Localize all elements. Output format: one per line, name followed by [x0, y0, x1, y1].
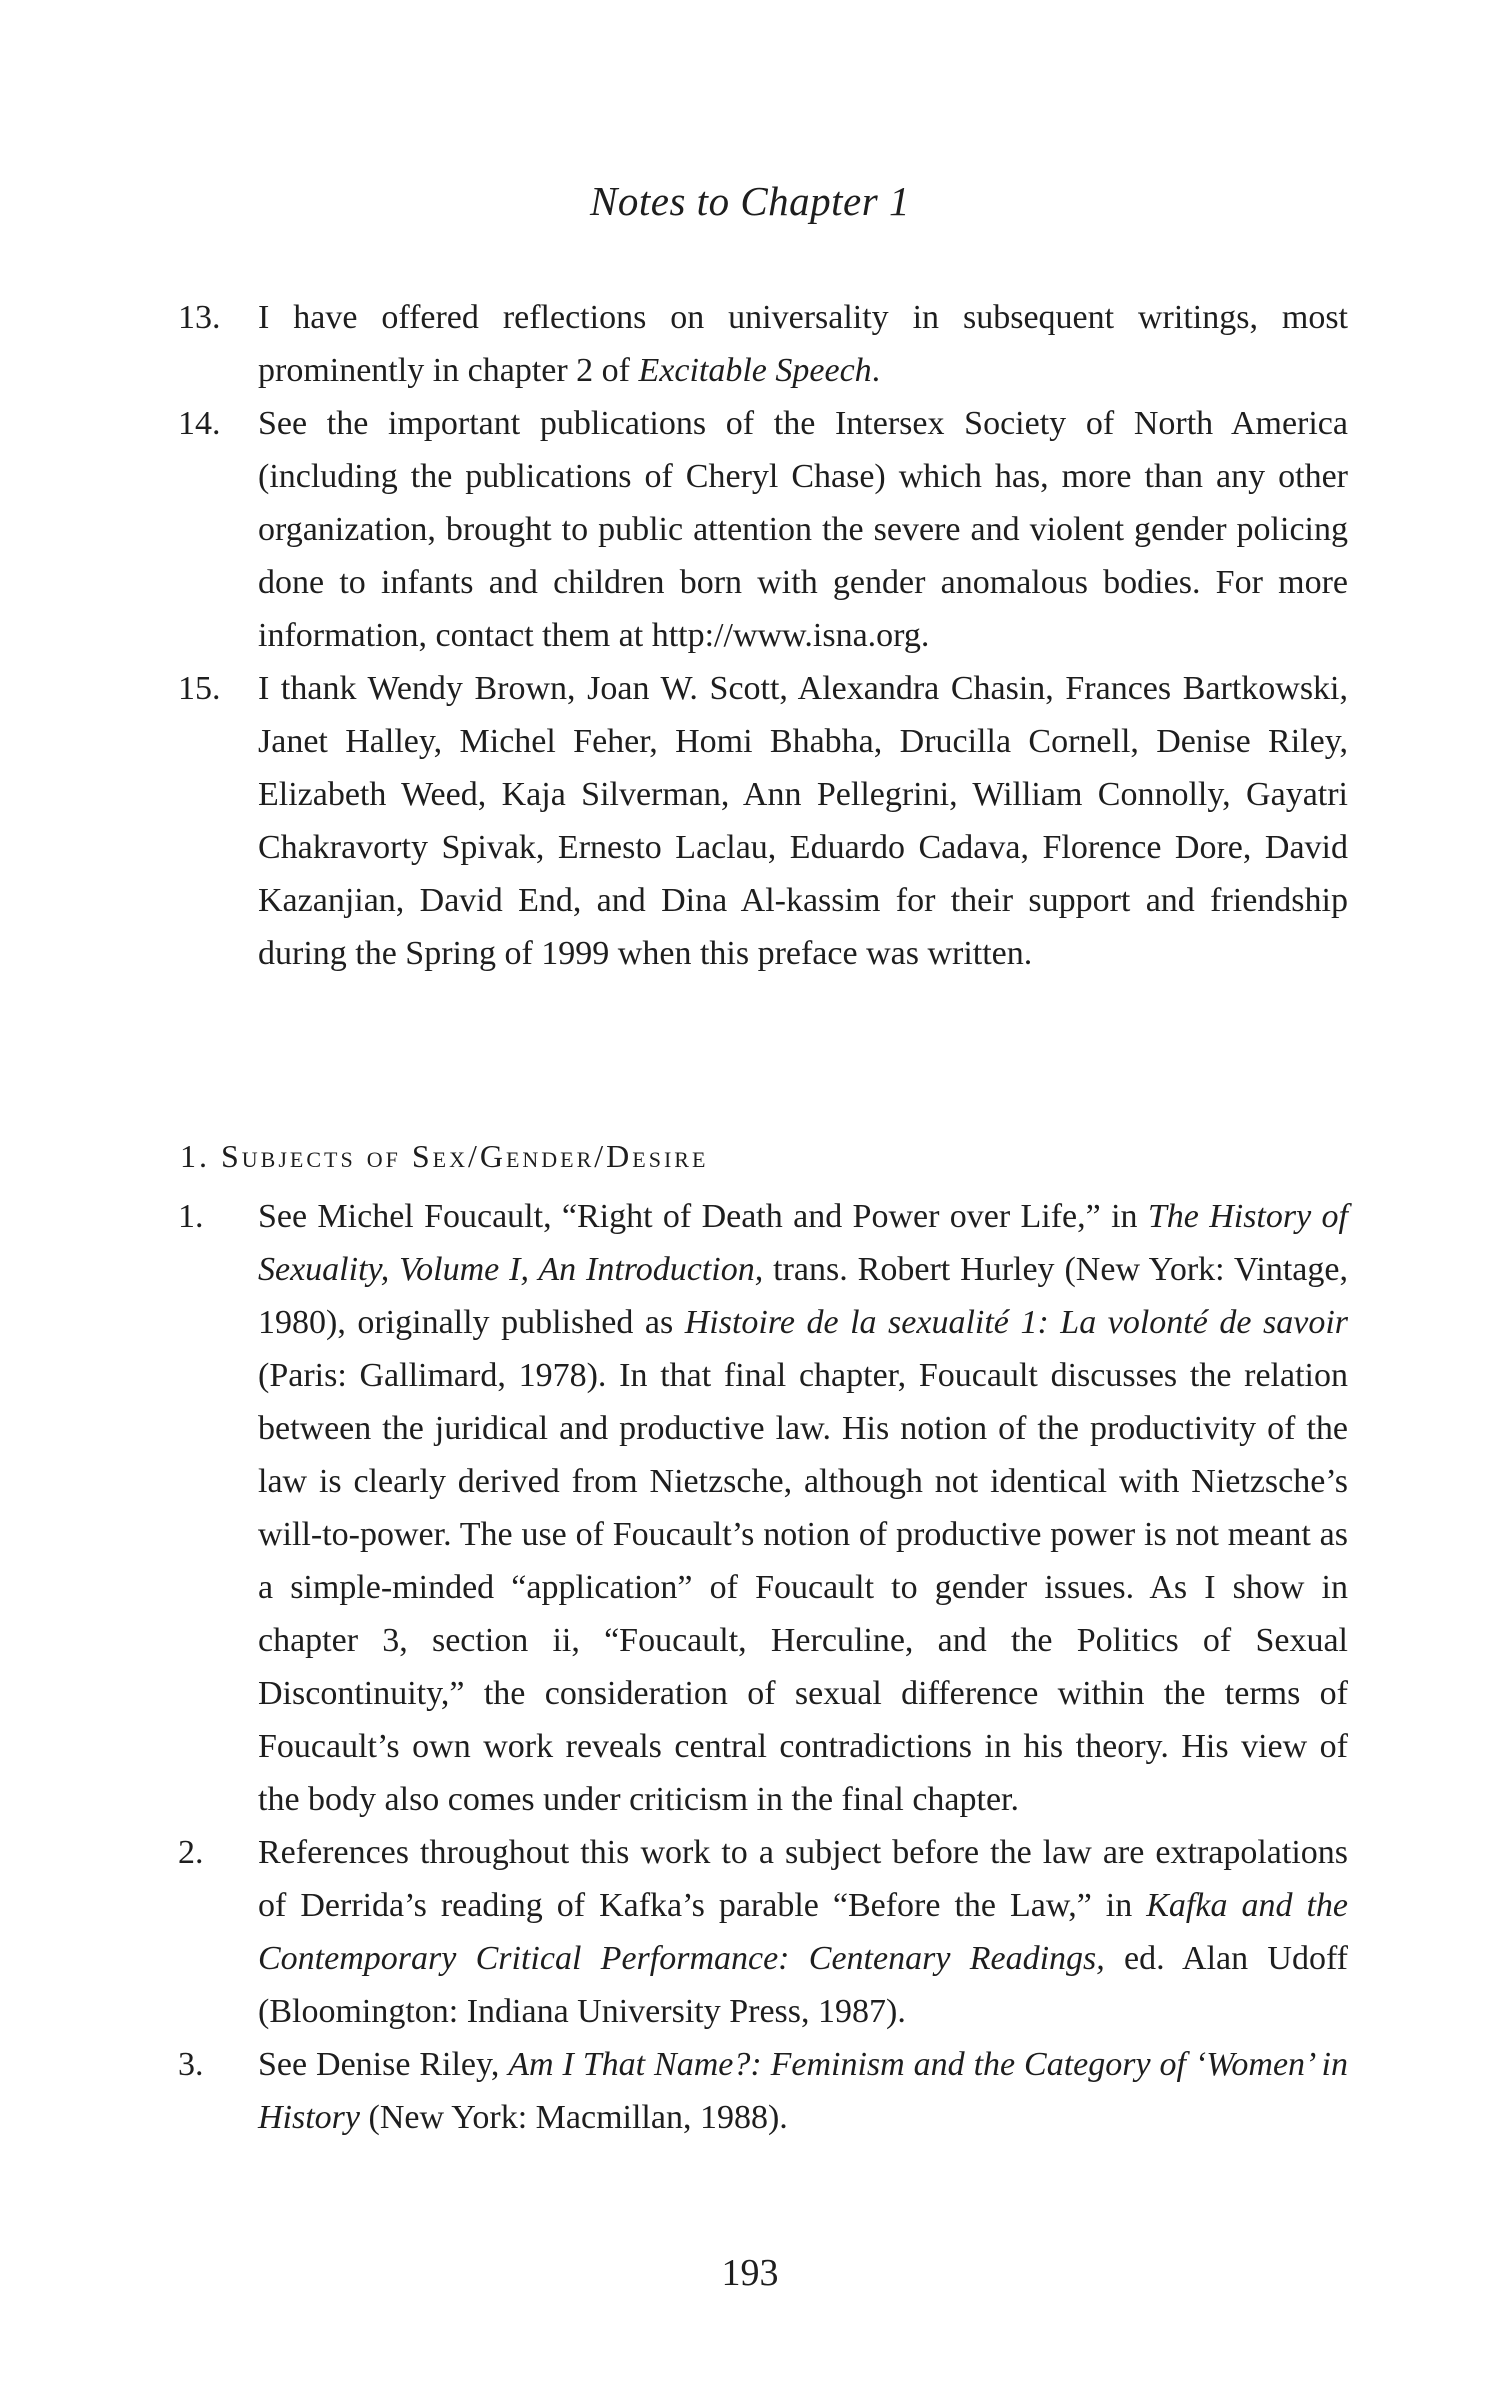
note-text-run: ed. Alan Udoff (Bloomington: Indiana University Press, 1987). — [258, 1940, 1348, 2030]
book-title: The History of Sexuality, Volume I, An Introduction, — [258, 1198, 1348, 1288]
note-number: 13. — [178, 299, 221, 336]
note-text-run: References throughout this work to a subject before the law are extrapolations of Derrida’s reading of Kafka’s parable “Before the Law,” in — [258, 1834, 1348, 1924]
note-text-run: I thank Wendy Brown, Joan W. Scott, Alexandra Chasin, Frances Bartkowski, Janet Halley, Michel Feher, Homi Bhabha, Drucilla Cornell, Denise Riley, Elizabeth Weed, Kaja Silverman, Ann Pellegrini, William Connolly, Gayatri Chakravorty Spivak, Ernesto Laclau, Eduardo Cadava, Florence Dore, David Kazanjian, David End, and Dina Al-kassim for their support and friendship during the Spring of 1999 when this preface was written. — [258, 670, 1348, 972]
note-text-run: (New York: Macmillan, 1988). — [360, 2099, 788, 2136]
book-title: Histoire de la sexualité 1: La volonté de savoir — [684, 1304, 1348, 1341]
note-text-run: trans. Robert Hurley (New York: Vintage, 1980), originally published as — [258, 1251, 1348, 1341]
note-number: 1. — [178, 1198, 204, 1235]
note-text-run: (Paris: Gallimard, 1978). In that final chapter, Foucault discusses the relation between the juridical and productive law. His notion of the productivity of the law is clearly derived from Nietzsche, although not identical with Nietzsche’s will-to-power. The use of Foucault’s notion of productive power is not meant as a simple-minded “application” of Foucault to gender issues. As I show in chapter 3, section ii, “Foucault, Herculine, and the Politics of Sexual Discontinuity,” the consideration of sexual difference within the terms of Foucault’s own work reveals central contradictions in his theory. His view of the body also comes under criticism in the final chapter. — [258, 1357, 1348, 1818]
book-title: Excitable Speech — [638, 352, 872, 389]
note-text — [258, 405, 1348, 654]
note-text — [258, 299, 1348, 389]
note-text-run: See Denise Riley, — [258, 2046, 509, 2083]
note-text-run: I have offered reflections on universality in subsequent writings, most prominently in chapter 2 of — [258, 299, 1348, 389]
note-text-run: . — [871, 352, 881, 389]
note-item — [178, 1190, 1348, 1826]
note-number: 3. — [178, 2046, 204, 2083]
note-item — [178, 397, 1348, 662]
note-text — [258, 2046, 1348, 2136]
note-number: 2. — [178, 1834, 204, 1871]
note-item — [178, 1826, 1348, 2038]
note-item — [178, 291, 1348, 397]
chapter-notes-list — [178, 1190, 1348, 2144]
note-text — [258, 1834, 1348, 2030]
note-number: 14. — [178, 405, 221, 442]
note-text-run: See the important publications of the Intersex Society of North America (including the publications of Cheryl Chase) which has, more than any other organization, brought to public attention the severe and violent gender policing done to infants and children born with gender anomalous bodies. For more information, contact them at http://www.isna.org. — [258, 405, 1348, 654]
preface-notes-list — [178, 291, 1348, 980]
note-item — [178, 662, 1348, 980]
note-text-run: See Michel Foucault, “Right of Death and Power over Life,” in — [258, 1198, 1148, 1235]
note-item — [178, 2038, 1348, 2144]
note-number: 15. — [178, 670, 221, 707]
note-text — [258, 670, 1348, 972]
book-title: Am I That Name?: Feminism and the Category of ‘Women’ in History — [258, 2046, 1348, 2136]
running-head: Notes to Chapter 1 — [590, 178, 910, 224]
section-heading: 1. Subjects of Sex/Gender/Desire — [180, 1138, 709, 1174]
book-title: Kafka and the Contemporary Critical Performance: Centenary Readings, — [258, 1887, 1348, 1977]
page-number: 193 — [721, 2252, 779, 2294]
note-text — [258, 1198, 1348, 1818]
